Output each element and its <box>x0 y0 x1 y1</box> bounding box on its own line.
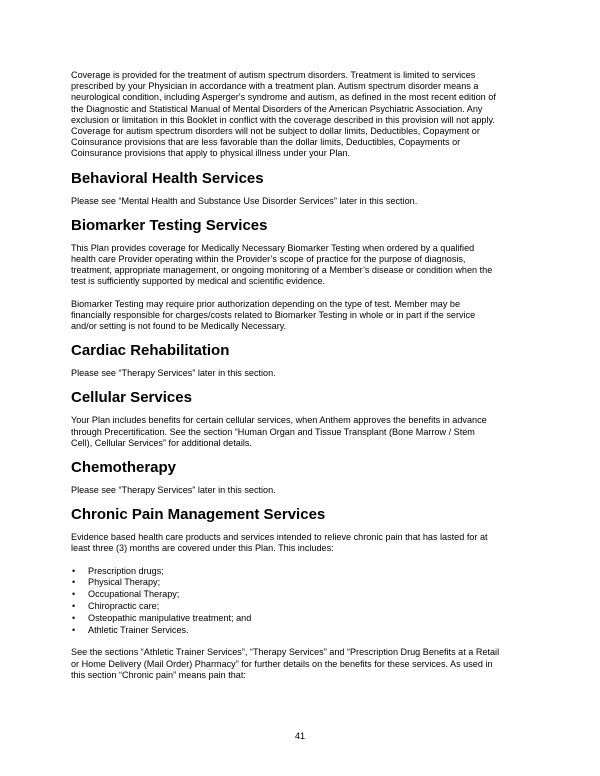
bullet-icon: • <box>72 601 76 612</box>
bullet-icon: • <box>72 612 76 623</box>
autism-coverage-paragraph: Coverage is provided for the treatment of autism spectrum disorders. Treatment is limited to services prescribed by your Physician in accordance with a treatment plan. Autism spectrum disorder means a neurological condition, including Asperger's syndrome and autism, as defined in the most recent edition of the Diagnostic and Statistical Manual of Mental Disorders of the American Psychiatric Association. Any exclusion or limitation in this Booklet in conflict with the coverage described in this provision will not apply. Coverage for autism spectrum disorders will not be subject to dollar limits, Deductibles, Copayment or Coinsurance provisions that are less favorable than the dollar limits, Deductibles, Copayments or Coinsurance provisions that apply to physical illness under your Plan. <box>71 70 496 159</box>
list-item: • Athletic Trainer Services. <box>72 624 189 635</box>
biomarker-testing-heading: Biomarker Testing Services <box>71 216 268 234</box>
bullet-icon: • <box>72 577 76 588</box>
biomarker-testing-paragraph-1: This Plan provides coverage for Medically Necessary Biomarker Testing when ordered by a qualified health care Provider operating within the Provider’s scope of practice for the purpose of diagnosis, treatment, appropriate management, or ongoing monitoring of a Member’s disease or condition when the test is sufficiently supported by medical and scientific evidence. <box>71 242 493 287</box>
chronic-pain-heading: Chronic Pain Management Services <box>71 506 326 524</box>
list-item: • Chiropractic care; <box>72 601 160 612</box>
page-number: 41 <box>294 731 306 741</box>
chronic-pain-paragraph-2: See the sections “Athletic Trainer Services”, “Therapy Services” and “Prescription Drug Benefits at a Retail or Home Delivery (Mail Order) Pharmacy” for further details on the benefits for these services. As used in this section “Chronic pain” means pain that: <box>71 647 500 680</box>
chronic-pain-bullet-list <box>71 566 537 637</box>
cellular-services-heading: Cellular Services <box>71 389 192 407</box>
biomarker-testing-paragraph-2: Biomarker Testing may require prior authorization depending on the type of test. Member may be financially responsible for charges/costs related to Biomarker Testing in whole or in part if the service and/or setting is not found to be Medically Necessary. <box>71 298 476 332</box>
behavioral-health-paragraph: Please see “Mental Health and Substance Use Disorder Services” later in this section. <box>71 195 418 206</box>
page-content <box>71 70 537 681</box>
cardiac-rehabilitation-heading: Cardiac Rehabilitation <box>71 342 230 360</box>
bullet-icon: • <box>72 565 76 576</box>
chemotherapy-heading: Chemotherapy <box>71 459 177 477</box>
list-item: • Occupational Therapy; <box>72 589 180 600</box>
cellular-services-paragraph: Your Plan includes benefits for certain cellular services, when Anthem approves the benefits in advance through Precertification. See the section “Human Organ and Tissue Transplant (Bone Marrow / Stem Cell), Cellular Services” for additional details. <box>71 415 487 448</box>
bullet-icon: • <box>72 624 76 635</box>
list-item: • Osteopathic manipulative treatment; and <box>72 612 252 623</box>
chronic-pain-paragraph-1: Evidence based health care products and services intended to relieve chronic pain that has lasted for at least three (3) months are covered under this Plan. This includes: <box>71 532 488 554</box>
list-item: • Physical Therapy; <box>72 577 161 588</box>
list-item: • Prescription drugs; <box>72 565 164 576</box>
cardiac-rehabilitation-paragraph: Please see “Therapy Services” later in this section. <box>71 368 276 379</box>
bullet-icon: • <box>72 589 76 600</box>
chemotherapy-paragraph: Please see “Therapy Services” later in this section. <box>71 485 276 496</box>
behavioral-health-heading: Behavioral Health Services <box>71 169 264 187</box>
